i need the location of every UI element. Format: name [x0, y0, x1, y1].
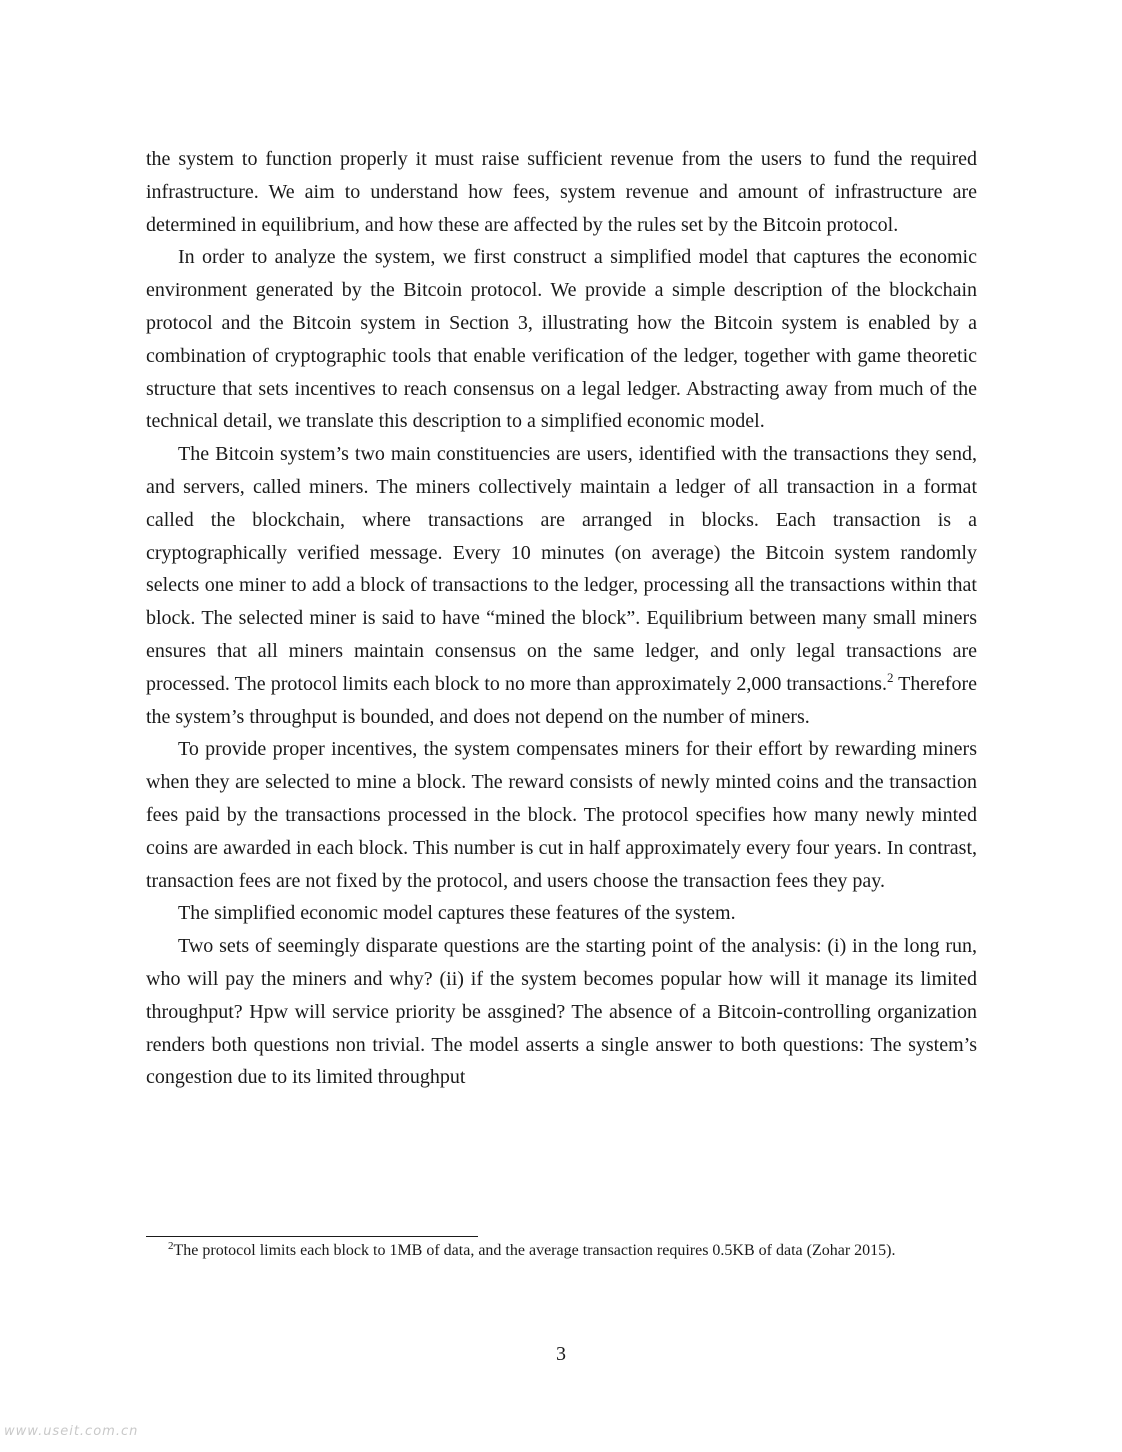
paragraph-6: Two sets of seemingly disparate questions are the starting point of the analysis: (i) in the long run, who will pay the miners and why? (ii) if the system becomes popular how will it manage its limited throughput? Hpw will service priority be assgined? The absence of a Bitcoin-controlling organization renders both questions non trivial. The model asserts a single answer to both questions: The system’s congestion due to its limited throughput [146, 935, 977, 1089]
footnote-2 [146, 1240, 977, 1262]
footnote-divider [146, 1236, 478, 1237]
paragraph-2: In order to analyze the system, we first construct a simplified model that captures the economic environment generated by the Bitcoin protocol. We provide a simple description of the blockchain protocol and the Bitcoin system in Section 3, illustrating how the Bitcoin system is enabled by a combination of cryptographic tools that enable verification of the ledger, together with game theoretic structure that sets incentives to reach consensus on a legal ledger. Abstracting away from much of the technical detail, we translate this description to a simplified economic model. [146, 246, 977, 433]
paragraph-3-text-before-note: The Bitcoin system’s two main constituencies are users, identified with the transactions they send, and servers, called miners. The miners collectively maintain a ledger of all transaction in a format called the blockchain, where transactions are arranged in blocks. Each transaction is a cryptographically verified message. Every 10 minutes (on average) the Bitcoin system randomly selects one miner to add a block of transactions to the ledger, processing all the transactions within that block. The selected miner is said to have “mined the block”. Equilibrium between many small miners ensures that all miners maintain consensus on the same ledger, and only legal transactions are processed. The protocol limits each block to no more than approximately 2,000 transactions. [146, 443, 977, 695]
page-number: 3 [556, 1343, 566, 1365]
paragraph-3 [146, 438, 977, 733]
watermark: www.useit.com.cn [4, 1424, 139, 1439]
body-text [146, 143, 977, 1094]
footnote-text: The protocol limits each block to 1MB of data, and the average transaction requires 0.5KB of data (Zohar 2015). [173, 1242, 896, 1259]
paragraph-3-text-after-note: Therefore the system’s throughput is bounded, and does not depend on the number of miners. [146, 672, 977, 728]
paragraph-4: To provide proper incentives, the system compensates miners for their effort by rewarding miners when they are selected to mine a block. The reward consists of newly minted coins and the transaction fees paid by the transactions processed in the block. The protocol specifies how many newly minted coins are awarded in each block. This number is cut in half approximately every four years. In contrast, transaction fees are not fixed by the protocol, and users choose the transaction fees they pay. [146, 738, 977, 892]
footnote-reference-2[interactable]: 2 [886, 669, 894, 685]
paragraph-5: The simplified economic model captures these features of the system. [178, 902, 736, 925]
footnote-mark: 2 [168, 1240, 174, 1252]
paragraph-1: the system to function properly it must raise sufficient revenue from the users to fund the required infrastructure. We aim to understand how fees, system revenue and amount of infrastructure are determined in equilibrium, and how these are affected by the rules set by the Bitcoin protocol. [146, 148, 977, 236]
